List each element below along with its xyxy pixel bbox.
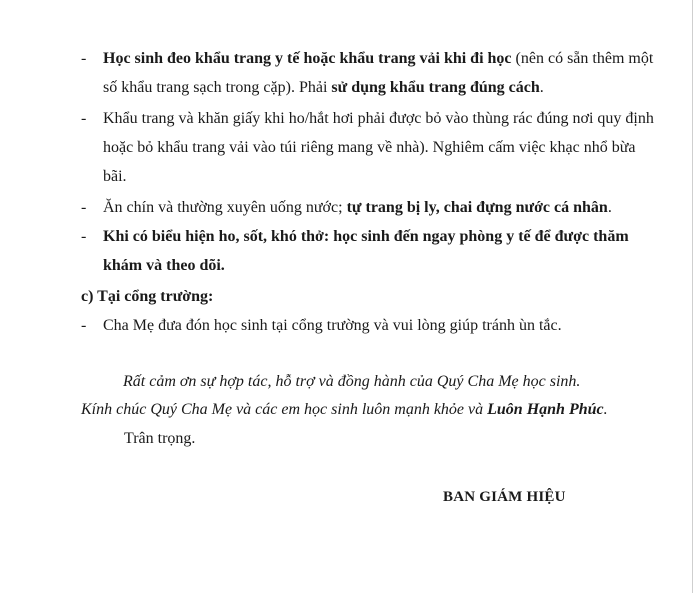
bullet-text bbox=[103, 193, 661, 222]
closing-wishes-bold: Luôn Hạnh Phúc bbox=[487, 401, 604, 418]
bullet-plain-text: Ăn chín và thường xuyên uống nước; bbox=[103, 199, 347, 216]
closing-regards: Trân trọng. bbox=[124, 430, 196, 447]
bullet-plain-text: . bbox=[607, 199, 612, 216]
bullet-bold-text: tự trang bị ly, chai đựng nước cá nhân bbox=[346, 199, 608, 216]
bullet-dash: - bbox=[81, 228, 87, 245]
bullet-dash: - bbox=[81, 50, 87, 67]
section-heading-gate: c) Tại cổng trường: bbox=[81, 288, 214, 305]
bullet-text bbox=[103, 44, 661, 102]
bullet-dash: - bbox=[81, 110, 87, 127]
bullet-text bbox=[103, 222, 661, 280]
bullet-text: Khẩu trang và khăn giấy khi ho/hắt hơi phải được bỏ vào thùng rác đúng nơi quy định hoặc bỏ khẩu trang vải vào túi riêng mang về nhà). Nghiêm cấm việc khạc nhổ bừa bãi. bbox=[103, 110, 654, 185]
bullet-plain-text: . bbox=[539, 79, 544, 96]
bullet-bold-text: sử dụng khẩu trang đúng cách bbox=[331, 79, 540, 96]
bullet-dash: - bbox=[81, 317, 87, 334]
bullet-symptoms bbox=[81, 222, 661, 280]
bullet-bold-text: Học sinh đeo khẩu trang y tế hoặc khẩu trang vải khi đi học bbox=[103, 50, 512, 67]
bullet-mask-disposal bbox=[81, 104, 661, 191]
closing-thanks: Rất cảm ơn sự hợp tác, hỗ trợ và đồng hành của Quý Cha Mẹ học sinh. bbox=[123, 373, 581, 390]
bullet-gate-pickup bbox=[81, 311, 661, 340]
closing-wishes bbox=[81, 398, 608, 422]
bullet-plain-text: (nên có sẵn thêm một số khẩu trang sạch trong cặp). Phải bbox=[103, 50, 654, 96]
bullet-bold-text: Khi có biểu hiện ho, sốt, khó thở: học sinh đến ngay phòng y tế để được thăm khám và theo dõi. bbox=[103, 228, 629, 274]
signature-block: BAN GIÁM HIỆU bbox=[443, 489, 566, 505]
bullet-dash: - bbox=[81, 199, 87, 216]
closing-wishes-text: Kính chúc Quý Cha Mẹ và các em học sinh luôn mạnh khỏe và bbox=[81, 401, 488, 418]
bullet-text: Cha Mẹ đưa đón học sinh tại cổng trường và vui lòng giúp tránh ùn tắc. bbox=[103, 317, 562, 334]
bullet-drinking-water bbox=[81, 193, 661, 222]
closing-wishes-period: . bbox=[603, 401, 608, 418]
bullet-mask-wearing bbox=[81, 44, 661, 102]
